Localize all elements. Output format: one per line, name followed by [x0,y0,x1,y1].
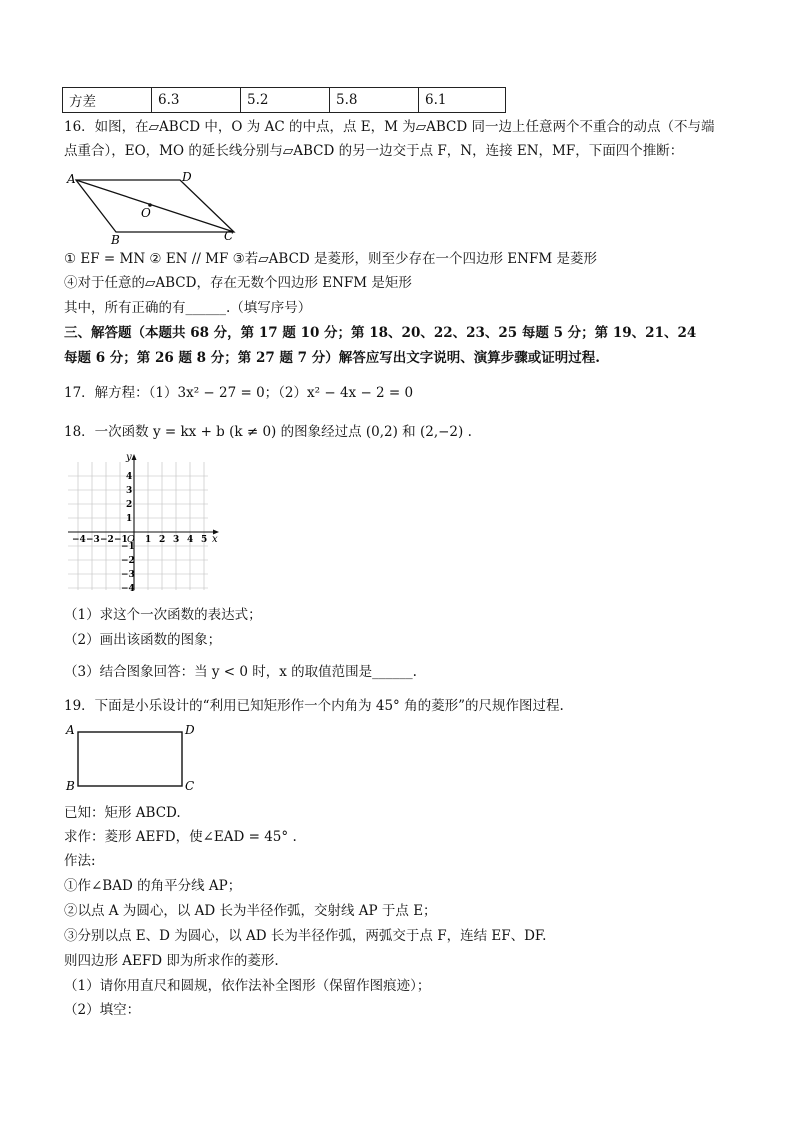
x-tick-label: −1 [114,535,128,545]
table-cell: 5.2 [241,88,330,113]
y-tick-label: 2 [126,500,133,510]
y-tick-label: 3 [126,486,133,496]
q16-text-line2: 点重合），EO，MO 的延长线分别与▱ABCD 的另一边交于点 F，N，连接 EN，MF，下面四个推断： [64,143,684,159]
q19-method: 作法: [64,853,96,869]
q19-step2: ②以点 A 为圆心，以 AD 长为半径作弧，交射线 AP 于点 E； [64,903,437,919]
q19-find: 求作：菱形 AEFD，使∠EAD = 45° . [64,829,297,845]
rectangle-figure [62,720,202,796]
q19-step3: ③分别以点 E、D 为圆心，以 AD 长为半径作弧，两弧交于点 F，连结 EF、DF. [64,928,547,944]
y-tick-label: 1 [126,514,133,524]
label-o: O [141,206,151,220]
y-axis-label: y [126,452,132,463]
q19-step1: ①作∠BAD 的角平分线 AP； [64,878,242,894]
q18-text: 18．一次函数 y = kx + b (k ≠ 0) 的图象经过点 (0,2) 和 (2,−2) . [64,424,472,440]
label-c: C [185,779,195,793]
q16-options-1-3: ① EF = MN ② EN // MF ③若▱ABCD 是菱形，则至少存在一个四边形 ENFM 是菱形 [64,251,597,267]
variance-table [62,87,506,113]
q18-sub2: （2）画出该函数的图象； [64,632,222,648]
y-tick-label: 4 [126,472,133,482]
table-row [63,88,506,113]
parallelogram-figure [62,168,242,246]
label-a: A [66,723,75,737]
x-tick-label: −3 [86,535,100,545]
x-tick-label: 3 [173,535,180,545]
label-a: A [67,172,76,186]
x-tick-label: −4 [72,535,86,545]
q18-sub3: （3）结合图象回答：当 y < 0 时，x 的取值范围是______. [64,664,417,680]
x-tick-label: 4 [187,535,194,545]
table-cell: 6.3 [152,88,241,113]
y-tick-label: −1 [121,542,135,552]
section3-header-line2: 每题 6 分；第 26 题 8 分；第 27 题 7 分）解答应写出文字说明、演算步骤或证明过程. [64,350,600,366]
label-d: D [182,170,192,184]
y-tick-label: −2 [121,556,135,566]
y-tick-label: −4 [121,584,135,594]
section3-header-line1: 三、解答题（本题共 68 分，第 17 题 10 分；第 18、20、22、23、25 每题 5 分；第 19、21、24 [64,325,697,341]
q18-sub1: （1）求这个一次函数的表达式； [64,607,262,623]
x-tick-label: 5 [201,535,208,545]
q19-sub1: （1）请你用直尺和圆规，依作法补全图形（保留作图痕迹）； [64,978,431,994]
label-d: D [185,723,195,737]
label-b: B [66,779,75,793]
diagonal-ac [76,180,234,232]
q16-answer-prompt: 其中，所有正确的有______.（填写序号） [64,300,312,316]
y-tick-label: −3 [121,570,135,580]
table-cell: 5.8 [330,88,419,113]
q19-conclusion: 则四边形 AEFD 即为所求作的菱形. [64,953,279,969]
y-axis-arrow [132,454,137,460]
x-tick-label: −2 [100,535,114,545]
label-c: C [224,229,234,243]
q17-text: 17．解方程：（1）3x² − 27 = 0；（2）x² − 4x − 2 = 0 [64,385,414,401]
origin-label: O [127,534,135,545]
coordinate-grid [62,450,222,596]
q16-text-line1: 16．如图，在▱ABCD 中，O 为 AC 的中点，点 E，M 为▱ABCD 同一边上任意两个不重合的动点（不与端 [64,119,715,135]
q19-known: 已知：矩形 ABCD. [64,805,181,821]
table-cell: 6.1 [419,88,506,113]
x-tick-label: 1 [145,535,152,545]
q19-sub2: （2）填空： [64,1002,141,1018]
label-b: B [111,233,120,246]
table-header-variance: 方差 [63,88,152,113]
x-axis-label: x [212,534,218,545]
rectangle-abcd [78,732,182,786]
q16-option-4: ④对于任意的▱ABCD，存在无数个四边形 ENFM 是矩形 [64,275,412,291]
x-tick-label: 2 [159,535,166,545]
q19-text: 19．下面是小乐设计的“利用已知矩形作一个内角为 45° 角的菱形”的尺规作图过程. [64,698,564,714]
